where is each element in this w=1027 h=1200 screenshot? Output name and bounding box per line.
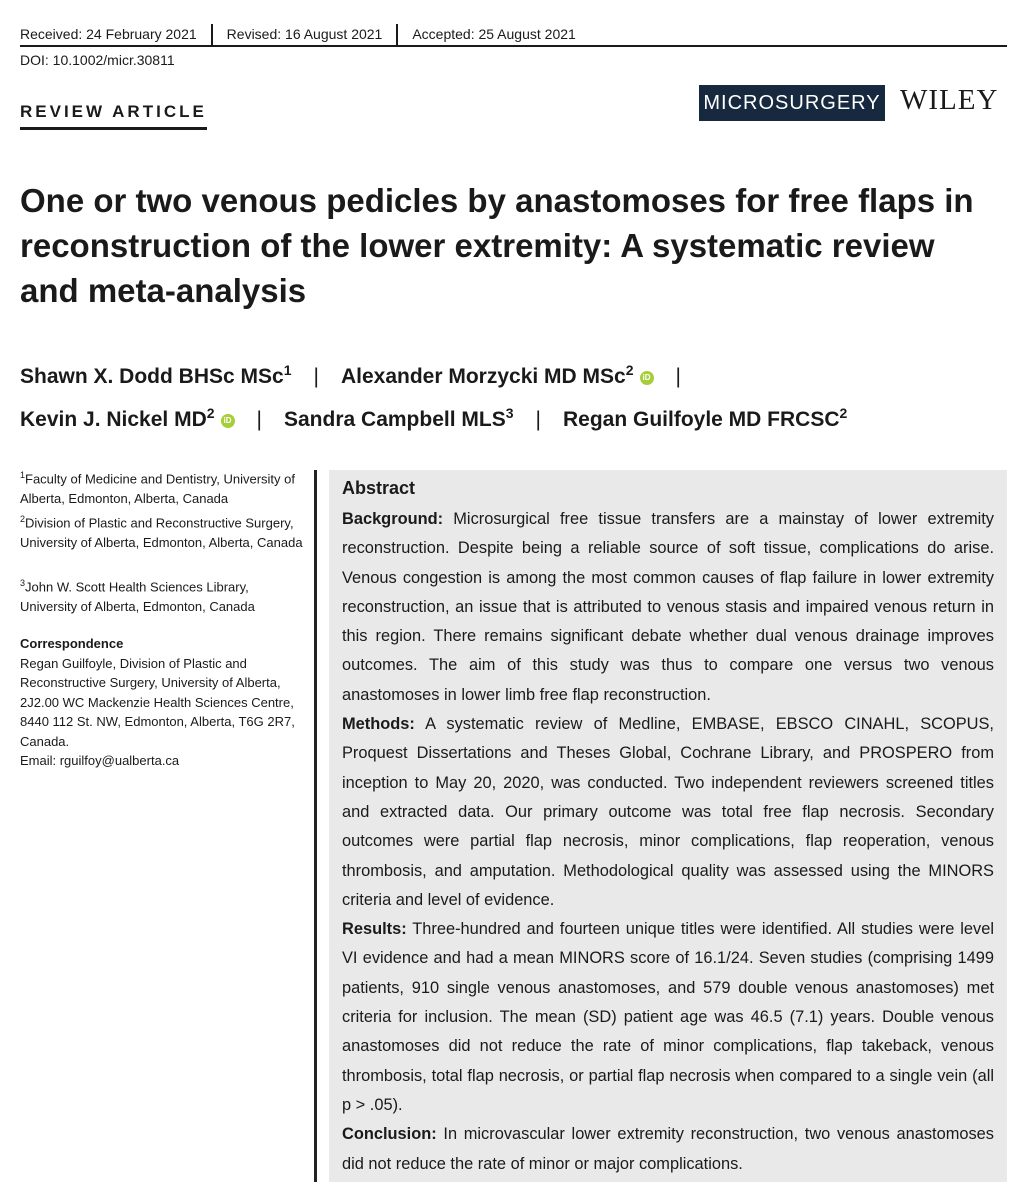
author-list: Shawn X. Dodd BHSc MSc$^1$ | Alexander Morzycki MD MSc$^2$ iD | Kevin J. Nickel $MD^2$ iD | Sandra Campbell MLS$^3$ | Regan Guilfoyle MD FRCSC$^2$ [20,362,848,431]
correspondence-heading: Correspondence [20,636,124,651]
correspondence [20,634,305,771]
orcid-icon[interactable]: iD [221,414,235,428]
correspondence-address: Regan Guilfoyle, Division of Plastic and Reconstructive Surgery, University of Alberta, 2J2.00 WC Mackenzie Health Sciences Centre, 8440 112 St. NW, Edmonton, Alberta, T6G 2R7, Canada. [20,655,295,749]
abstract-results: Results: Three-hundred and fourteen unique titles were identified. All studies were level VI evidence and had a mean MINORS score of 16.1/24. Seven studies (comprising 1499 patients, 910 single venous anastomoses, and 579 double venous anastomoses) met criteria for inclusion. The mean (SD) patient age was 46.5 (7.1) years. Double venous anastomoses did not reduce the rate of minor complications, flap takeback, venous thrombosis, total flap necrosis, or partial flap necrosis when compared to a single vein (all p > .05). [342,920,994,1114]
abstract-conclusion: Conclusion: In microvascular lower extremity reconstruction, two venous anastomoses did not reduce the rate of minor or major complications. [342,1125,994,1173]
abstract-body [342,505,994,1179]
abstract-background: Background: Microsurgical free tissue transfers are a mainstay of lower extremity reconstruction. Despite being a reliable source of soft tissue, complications do arise. Venous congestion is among the most common causes of flap failure in lower extremity reconstruction, an issue that is attributed to venous stasis and impaired venous return in this region. There remains significant debate whether dual venous drainage improves outcomes. The aim of this study was thus to compare one versus two venous anastomoses in lower limb free flap reconstruction. [342,510,994,704]
article-title: One or two venous pedicles by anastomoses for free flaps in reconstruction of the lower extremity: A systematic review and meta-analysis [20,182,974,309]
abstract-heading: Abstract [342,478,416,498]
affiliation: $^2$Division of Plastic and Reconstructive Surgery, University of Alberta, Edmonton, Alberta, Canada [20,514,303,550]
accepted-date: Accepted: 25 August 2021 [412,25,576,42]
abstract-rule [314,470,317,1182]
article-type-underline [20,127,207,130]
affiliation: $^1$Faculty of Medicine and Dentistry, University of Alberta, Edmonton, Alberta, Canada [20,470,295,506]
header-rule [20,45,1007,47]
author-name[interactable]: Sandra Campbell MLS$^3$ [284,405,514,431]
abstract-methods: Methods: A systematic review of Medline, EMBASE, EBSCO CINAHL, SCOPUS, Proquest Dissertations and Theses Global, Cochrane Library, and PROSPERO from inception to May 20, 2020, was conducted. Two independent reviewers screened titles and extracted data. Our primary outcome was total free flap necrosis. Secondary outcomes were partial flap necrosis, minor complications, flap reoperation, venous thrombosis, and amputation. Methodological quality was assessed using the MINORS criteria and level of evidence. [342,715,994,909]
article-type: REVIEW ARTICLE [20,102,207,121]
journal-logo[interactable]: MICROSURGERY [699,85,885,121]
received-date: Received: 24 February 2021 [20,25,197,42]
divider [396,24,398,46]
divider [211,24,213,46]
correspondence-email[interactable]: Email: rguilfoy@ualberta.ca [20,753,180,768]
author-name[interactable]: Alexander Morzycki MD MSc$^2$ [340,362,634,388]
doi-link[interactable]: DOI: 10.1002/micr.30811 [20,52,175,68]
history-dates [20,24,590,46]
publisher-logo[interactable]: WILEY [900,84,999,116]
orcid-icon[interactable]: iD [640,371,654,385]
author-name[interactable]: Regan Guilfoyle MD FRCSC$^2$ [562,405,848,431]
revised-date: Revised: 16 August 2021 [226,25,383,42]
author-name[interactable]: Shawn X. Dodd BHSc MSc$^1$ [20,362,292,388]
author-name[interactable]: Kevin J. Nickel $MD^2$ [20,405,215,431]
affiliation: $^3$John W. Scott Health Sciences Library, University of Alberta, Edmonton, Canada [20,578,255,614]
